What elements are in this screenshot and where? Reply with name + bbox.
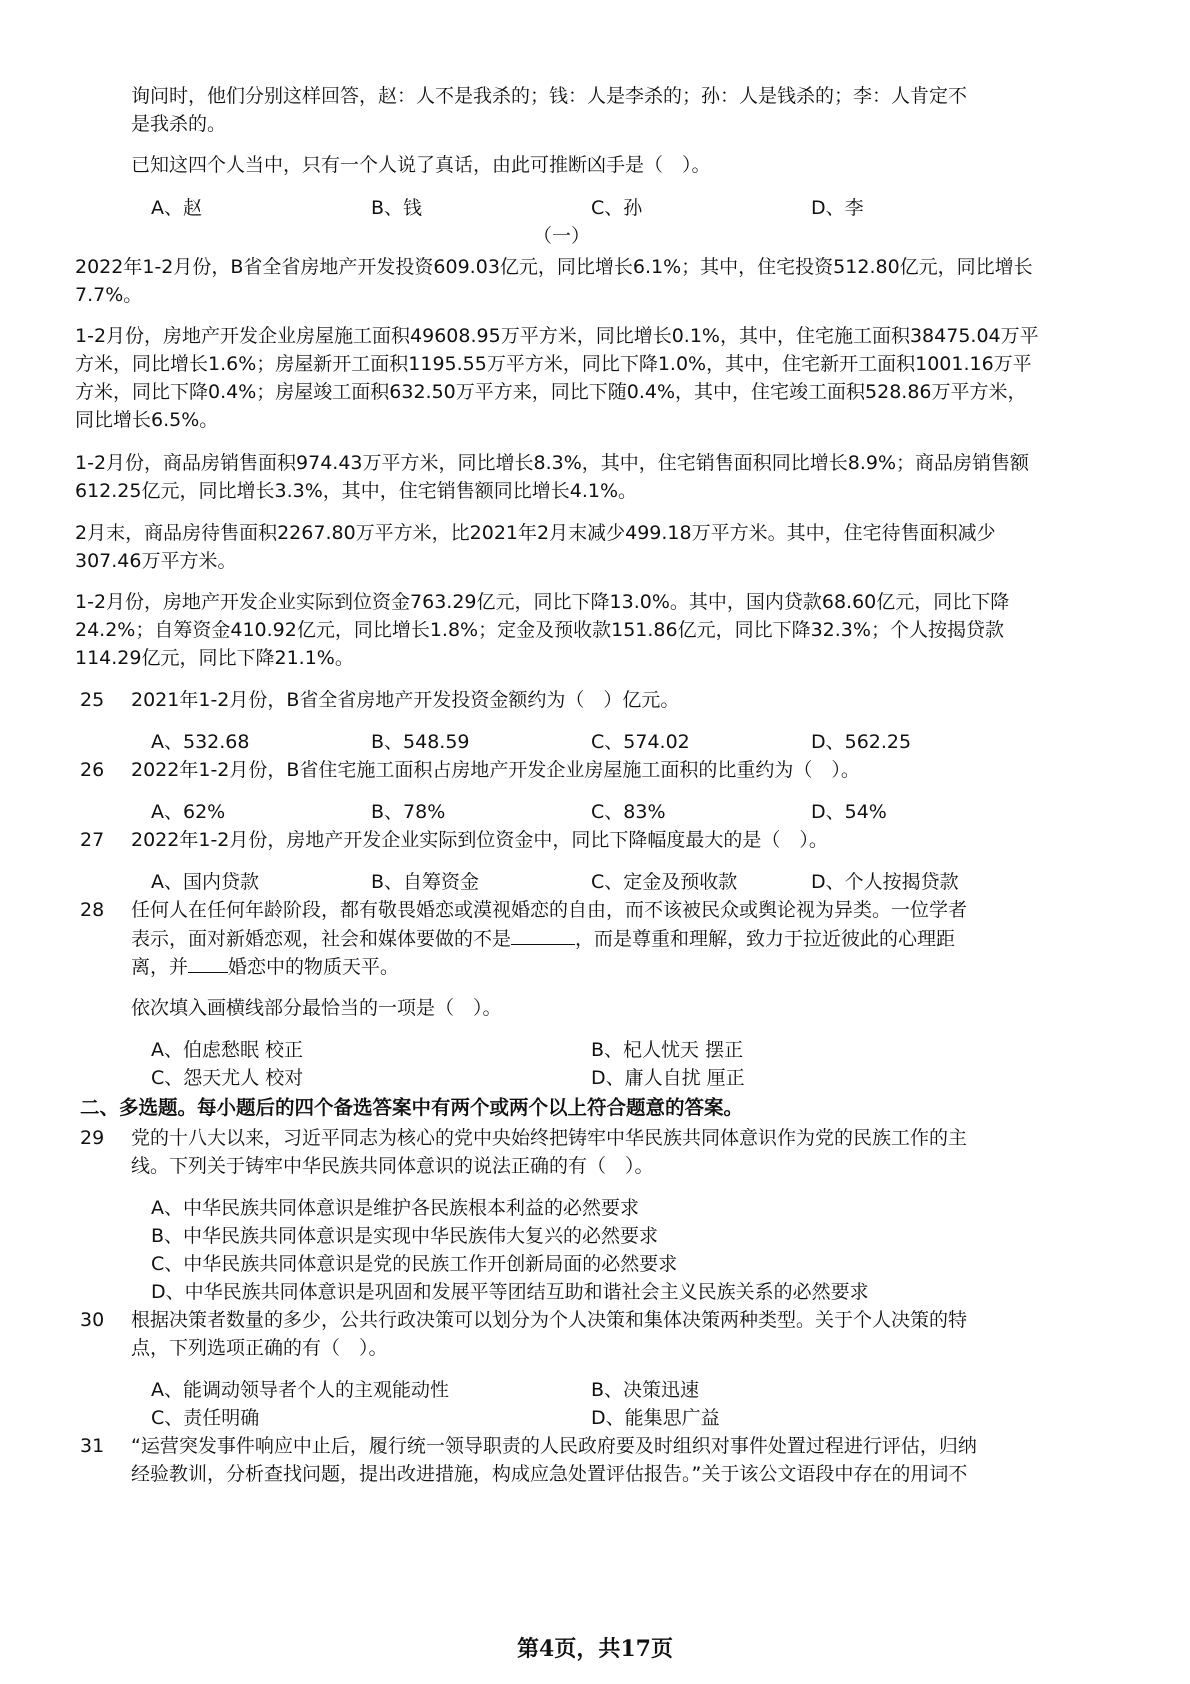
q26-option-d: D、54% — [811, 801, 887, 823]
q29-line1: 党的十八大以来，习近平同志为核心的党中央始终把铸牢中华民族共同体意识作为党的民族工作的主 — [131, 1127, 968, 1149]
q25-option-c: C、574.02 — [591, 731, 690, 753]
para4-line2: 307.46万平方米。 — [75, 550, 237, 572]
para2-line4: 同比增长6.5%。 — [75, 409, 219, 431]
q27-number: 27 — [80, 829, 105, 851]
q31-line2: 经验教训，分析查找问题，提出改进措施，构成应急处置评估报告。”关于该公文语段中存在的用词不 — [131, 1463, 968, 1485]
q28-line1: 任何人在任何年龄阶段，都有敬畏婚恋或漠视婚恋的自由，而不该被民众或舆论视为异类。一位学者 — [131, 899, 968, 921]
para5-line2: 24.2%；自筹资金410.92亿元，同比增长1.8%；定金及预收款151.86亿元，同比下降32.3%；个人按揭贷款 — [75, 619, 1004, 641]
intro-question: 已知这四个人当中，只有一个人说了真话，由此可推断凶手是（ ）。 — [131, 154, 711, 176]
q25-option-b: B、548.59 — [371, 731, 470, 753]
q31-number: 31 — [80, 1435, 105, 1457]
q30-option-a: A、能调动领导者个人的主观能动性 — [151, 1379, 449, 1401]
q29-number: 29 — [80, 1127, 105, 1149]
q30-option-d: D、能集思广益 — [591, 1407, 720, 1429]
q27-option-a: A、国内贷款 — [151, 871, 259, 893]
intro-line-1: 询问时，他们分别这样回答，赵：人不是我杀的；钱：人是李杀的；孙：人是钱杀的；李：人肯定不 — [131, 85, 968, 107]
para1-line2: 7.7%。 — [75, 284, 143, 306]
q29-option-a: A、中华民族共同体意识是维护各民族根本利益的必然要求 — [151, 1197, 639, 1219]
q28-line2 — [131, 924, 955, 953]
section-one-heading: （一） — [533, 225, 591, 247]
q27-text: 2022年1-2月份，房地产开发企业实际到位资金中，同比下降幅度最大的是（ ）。 — [131, 829, 828, 851]
para2-line1: 1-2月份，房地产开发企业房屋施工面积49608.95万平方米，同比增长0.1%，其中，住宅施工面积38475.04万平 — [75, 325, 1039, 347]
intro-option-b: B、钱 — [371, 197, 423, 219]
intro-option-d: D、李 — [811, 197, 864, 219]
q29-option-c: C、中华民族共同体意识是党的民族工作开创新局面的必然要求 — [151, 1253, 678, 1275]
q26-text: 2022年1-2月份，B省住宅施工面积占房地产开发企业房屋施工面积的比重约为（ ）。 — [131, 759, 860, 781]
q27-option-b: B、自筹资金 — [371, 871, 480, 893]
q28-blank-1[interactable] — [511, 924, 575, 945]
q30-number: 30 — [80, 1309, 105, 1331]
q29-option-d: D、中华民族共同体意识是巩固和发展平等团结互助和谐社会主义民族关系的必然要求 — [151, 1281, 869, 1303]
q28-option-c: C、怨天尤人 校对 — [151, 1067, 304, 1089]
q25-option-d: D、562.25 — [811, 731, 912, 753]
page-footer: 第4页，共17页 — [517, 1636, 673, 1662]
para2-line3: 方米，同比下降0.4%；房屋竣工面积632.50万平方来，同比下随0.4%，其中，住宅竣工面积528.86万平方米， — [75, 381, 1027, 403]
q30-line1: 根据决策者数量的多少，公共行政决策可以划分为个人决策和集体决策两种类型。关于个人决策的特 — [131, 1309, 968, 1331]
para1-line1: 2022年1-2月份，B省全省房地产开发投资609.03亿元，同比增长6.1%；其中，住宅投资512.80亿元，同比增长 — [75, 256, 1033, 278]
q31-line1: “运营突发事件响应中止后，履行统一领导职责的人民政府要及时组织对事件处置过程进行评估，归纳 — [131, 1435, 977, 1457]
section-two-heading: 二、多选题。每小题后的四个备选答案中有两个或两个以上符合题意的答案。 — [80, 1096, 744, 1119]
para4-line1: 2月末，商品房待售面积2267.80万平方米，比2021年2月末减少499.18万平方米。其中，住宅待售面积减少 — [75, 522, 996, 544]
q26-number: 26 — [80, 759, 105, 781]
q26-option-b: B、78% — [371, 801, 446, 823]
q28-line3-start: 离，并 — [131, 956, 189, 978]
para3-line2: 612.25亿元，同比增长3.3%，其中，住宅销售额同比增长4.1%。 — [75, 480, 638, 502]
q25-text: 2021年1-2月份，B省全省房地产开发投资金额约为（ ）亿元。 — [131, 689, 680, 711]
para5-line1: 1-2月份，房地产开发企业实际到位资金763.29亿元，同比下降13.0%。其中，国内贷款68.60亿元，同比下降 — [75, 591, 1010, 613]
q28-line2-end: ，而是尊重和理解，致力于拉近彼此的心理距 — [575, 928, 956, 950]
q29-option-b: B、中华民族共同体意识是实现中华民族伟大复兴的必然要求 — [151, 1225, 659, 1247]
q26-option-a: A、62% — [151, 801, 226, 823]
intro-option-c: C、孙 — [591, 197, 643, 219]
q28-line3-end: 婚恋中的物质天平。 — [228, 956, 400, 978]
q25-option-a: A、532.68 — [151, 731, 250, 753]
q28-prompt: 依次填入画横线部分最恰当的一项是（ ）。 — [131, 997, 502, 1019]
q28-option-b: B、杞人忧天 摆正 — [591, 1039, 744, 1061]
q30-option-c: C、责任明确 — [151, 1407, 260, 1429]
q28-blank-2[interactable] — [188, 952, 228, 973]
para5-line3: 114.29亿元，同比下降21.1%。 — [75, 647, 354, 669]
q29-line2: 线。下列关于铸牢中华民族共同体意识的说法正确的有（ ）。 — [131, 1155, 654, 1177]
para3-line1: 1-2月份，商品房销售面积974.43万平方米，同比增长8.3%，其中，住宅销售面积同比增长8.9%；商品房销售额 — [75, 452, 1030, 474]
q27-option-d: D、个人按揭贷款 — [811, 871, 959, 893]
q26-option-c: C、83% — [591, 801, 666, 823]
q28-line2-start: 表示，面对新婚恋观，社会和媒体要做的不是 — [131, 928, 512, 950]
para2-line2: 方米，同比增长1.6%；房屋新开工面积1195.55万平方米，同比下降1.0%，其中，住宅新开工面积1001.16万平 — [75, 353, 1032, 375]
intro-line-2: 是我杀的。 — [131, 113, 227, 135]
q27-option-c: C、定金及预收款 — [591, 871, 738, 893]
q28-number: 28 — [80, 899, 105, 921]
q28-option-a: A、伯虑愁眠 校正 — [151, 1039, 304, 1061]
q30-line2: 点，下列选项正确的有（ ）。 — [131, 1337, 388, 1359]
q30-option-b: B、决策迅速 — [591, 1379, 700, 1401]
q25-number: 25 — [80, 689, 105, 711]
q28-line3 — [131, 952, 399, 981]
intro-option-a: A、赵 — [151, 197, 202, 219]
q28-option-d: D、庸人自扰 厘正 — [591, 1067, 745, 1089]
